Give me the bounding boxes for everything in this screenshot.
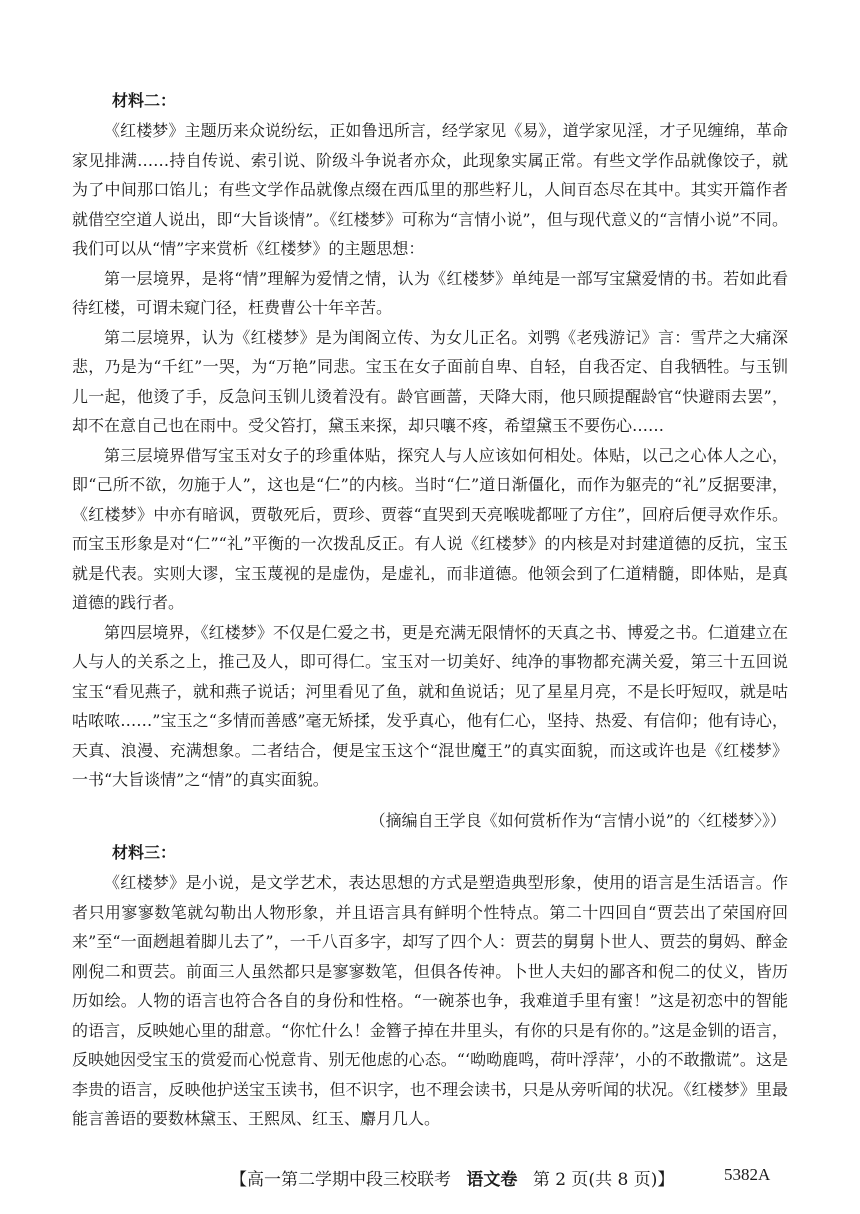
paragraph: 第四层境界，《红楼梦》不仅是仁爱之书，更是充满无限情怀的天真之书、博爱之书。仁道建立在人与人的关系之上，推己及人，即可得仁。宝玉对一切美好、纯净的事物都充满关爱，第三十五回说宝玉“看见燕子，就和燕子说话；河里看见了鱼，就和鱼说话；见了星星月亮，不是长吁短叹，就是咕咕哝哝……”宝玉之“多情而善感”毫无矫揉，发乎真心，他有仁心，坚持、热爱、有信仰；他有诗心，天真、浪漫、充满想象。二者结合，便是宝玉这个“混世魔王”的真实面貌，而这或许也是《红楼梦》一书“大旨谈情”之“情”的真实面貌。 [72, 622, 788, 789]
footer-paper-code: 5382A [724, 1165, 771, 1184]
section-3-body [72, 868, 788, 1134]
paragraph: 第二层境界，认为《红楼梦》是为闺阁立传、为女儿正名。刘鹗《老残游记》言：雪芹之大痛深悲，乃是为“千红”一哭，为“万艳”同悲。宝玉在女子面前自卑、自轻，自我否定、自我牺牲。与玉钏儿一起，他烫了手，反急问玉钏儿烫着没有。龄官画蔷，天降大雨，他只顾提醒龄官“快避雨去罢”，却不在意自己也在雨中。受父笞打，黛玉来探，却只嚷不疼，希望黛玉不要伤心…… [72, 327, 788, 435]
footer-exam-info [230, 1165, 674, 1190]
section-title-3: 材料三： [112, 843, 177, 862]
footer-page-number: 第 2 页(共 8 页) [532, 1170, 658, 1190]
footer-exam-name: 【高一第二学期中段三校联考 [230, 1170, 451, 1190]
footer-subject: 语文卷 [466, 1170, 518, 1190]
paragraph: 第一层境界，是将“情”理解为爱情之情，认为《红楼梦》单纯是一部写宝黛爱情的书。若如此看待红楼，可谓未窥门径，枉费曹公十年辛苦。 [72, 268, 788, 317]
section-2-body [72, 116, 788, 795]
paragraph: 《红楼梦》主题历来众说纷纭，正如鲁迅所言，经学家见《易》，道学家见淫，才子见缠绵，革命家见排满……持自传说、索引说、阶级斗争说者亦众，此现象实属正常。有些文学作品就像饺子，就为了中间那口馅儿；有些文学作品就像点缀在西瓜里的那些籽儿，人间百态尽在其中。其实开篇作者就借空空道人说出，即“大旨谈情”。《红楼梦》可称为“言情小说”，但与现代意义的“言情小说”不同。我们可以从“情”字来赏析《红楼梦》的主题思想： [72, 121, 788, 258]
paragraph: 《红楼梦》是小说，是文学艺术，表达思想的方式是塑造典型形象，使用的语言是生活语言。作者只用寥寥数笔就勾勒出人物形象，并且语言具有鲜明个性特点。第二十四回自“贾芸出了荣国府回来”至“一面趔趄着脚儿去了”，一千八百多字，却写了四个人：贾芸的舅舅卜世人、贾芸的舅妈、醉金刚倪二和贾芸。前面三人虽然都只是寥寥数笔，但俱各传神。卜世人夫妇的鄙吝和倪二的仗义，皆历历如绘。人物的语言也符合各自的身份和性格。“一碗茶也争，我难道手里有蜜！”这是初恋中的智能的语言，反映她心里的甜意。“你忙什么！金簪子掉在井里头，有你的只是有你的。”这是金钏的语言，反映她因受宝玉的赏爱而心悦意肯、别无他虑的心态。“‘呦呦鹿鸣，荷叶浮萍’，小的不敢撒谎”。这是李贵的语言，反映他护送宝玉读书，但不识字，也不理会读书，只是从旁听闻的状况。《红楼梦》里最能言善语的要数林黛玉、王熙凤、红玉、麝月几人。 [72, 873, 788, 1128]
section-title-2: 材料二： [112, 91, 177, 110]
paragraph: 第三层境界借写宝玉对女子的珍重体贴，探究人与人应该如何相处。体贴，以己之心体人之心，即“己所不欲，勿施于人”，这也是“仁”的内核。当时“仁”道日渐僵化，而作为躯壳的“礼”反据要津，《红楼梦》中亦有暗讽，贾敬死后，贾珍、贾蓉“直哭到天亮喉咙都哑了方住”，回府后便寻欢作乐。而宝玉形象是对“仁”“礼”平衡的一次拨乱反正。有人说《红楼梦》的内核是对封建道德的反抗，宝玉就是代表。实则大谬，宝玉蔑视的是虚伪，是虚礼，而非道德。他领会到了仁道精髓，即体贴，是真道德的践行者。 [72, 445, 788, 612]
footer-close-bracket: 】 [657, 1170, 675, 1190]
source-citation: （摘编自王学良《如何赏析作为“言情小说”的〈红楼梦〉》） [369, 811, 786, 830]
